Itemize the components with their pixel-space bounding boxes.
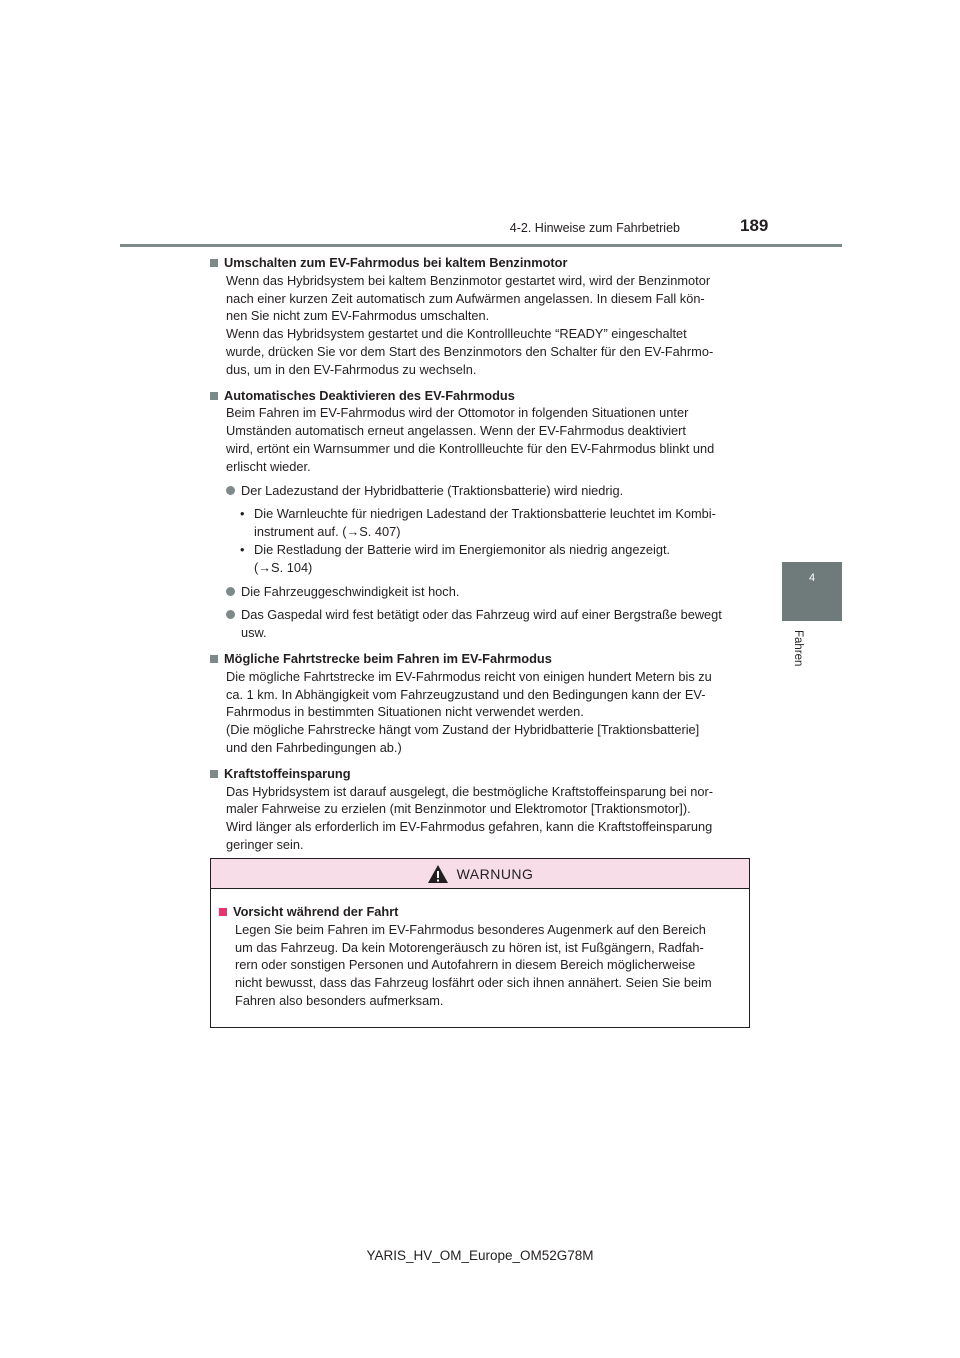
section-heading-text: Kraftstoffeinsparung — [224, 765, 351, 781]
warning-header — [211, 859, 749, 889]
square-bullet-icon — [210, 259, 218, 267]
text-line: Wenn das Hybridsystem gestartet und die Kontrollleuchte “READY” eingeschaltet — [226, 326, 687, 342]
section-fuel-economy — [210, 765, 744, 854]
list-item-text: Die Fahrzeuggeschwindigkeit ist hoch. — [241, 583, 460, 599]
main-content — [210, 254, 744, 862]
text-line: Das Gaspedal wird fest betätigt oder das Fahrzeug wird auf einer Bergstraße bewegt — [241, 607, 722, 623]
square-bullet-icon — [210, 770, 218, 778]
text-line: Die Restladung der Batterie wird im Energiemonitor als niedrig angezeigt. — [254, 541, 671, 557]
square-bullet-icon — [219, 908, 227, 916]
list-item-text: Der Ladezustand der Hybridbatterie (Traktionsbatterie) wird niedrig. — [241, 482, 624, 498]
text-line: nach einer kurzen Zeit automatisch zum Aufwärmen angelassen. In diesem Fall kön- — [226, 290, 705, 306]
warning-heading — [219, 903, 741, 921]
sub-list-item-text — [254, 541, 670, 577]
chapter-number: 4 — [808, 572, 816, 584]
list-item — [226, 606, 744, 642]
square-bullet-icon — [210, 392, 218, 400]
text-line: Das Hybridsystem ist darauf ausgelegt, die bestmögliche Kraftstoffeinsparung bei nor- — [226, 783, 714, 799]
section-heading-text: Umschalten zum EV-Fahrmodus bei kaltem Benzinmotor — [224, 255, 568, 270]
text-line: erlischt wieder. — [226, 458, 311, 474]
page-number: 189 — [740, 216, 769, 235]
section-heading — [210, 387, 744, 405]
text-line: usw. — [241, 625, 267, 641]
section-paragraph — [226, 404, 744, 475]
section-paragraph — [226, 783, 744, 854]
text-line: Fahren also besonders aufmerksam. — [235, 992, 444, 1008]
circle-bullet-icon — [226, 610, 235, 619]
sub-list-item-text — [254, 505, 716, 541]
section-ev-range — [210, 650, 744, 757]
section-auto-deactivate — [210, 387, 744, 642]
text-line: ca. 1 km. In Abhängigkeit vom Fahrzeugzustand und den Bedingungen kann der EV- — [226, 686, 706, 702]
warning-triangle-icon — [427, 864, 449, 884]
text-line: nicht bewusst, dass das Fahrzeug losfährt oder sich ihnen annähert. Seien Sie beim — [235, 975, 712, 991]
text-line: maler Fahrweise zu erzielen (mit Benzinmotor und Elektromotor [Traktionsmotor]). — [226, 801, 691, 817]
section-heading-text: Mögliche Fahrtstrecke beim Fahren im EV-Fahrmodus — [224, 650, 552, 666]
section-paragraph — [226, 668, 744, 757]
text-line: wird, ertönt ein Warnsummer und die Kontrollleuchte für den EV-Fahrmodus blinkt und — [226, 440, 715, 456]
footer-document-id: YARIS_HV_OM_Europe_OM52G78M — [366, 1248, 594, 1263]
text-line: wurde, drücken Sie vor dem Start des Benzinmotors den Schalter für den EV-Fahrmo- — [226, 343, 714, 359]
text-line: Die Warnleuchte für niedrigen Ladestand der Traktionsbatterie leuchtet im Kombi- — [254, 506, 716, 522]
text-line: Legen Sie beim Fahren im EV-Fahrmodus besonderes Augenmerk auf den Bereich — [235, 921, 706, 937]
list-item — [226, 482, 744, 500]
section-ev-cold-engine — [210, 254, 744, 379]
section-heading — [210, 650, 744, 668]
section-heading — [210, 254, 744, 272]
section-heading — [210, 765, 744, 783]
text-line: geringer sein. — [226, 836, 304, 852]
text-line: Beim Fahren im EV-Fahrmodus wird der Ottomotor in folgenden Situationen unter — [226, 405, 689, 421]
warning-title: WARNUNG — [456, 865, 534, 882]
chapter-label: Fahren — [792, 630, 804, 667]
header-rule — [120, 244, 842, 247]
bullet-dot-icon: • — [240, 541, 245, 557]
chapter-tab — [782, 562, 842, 621]
header-section-title: 4-2. Hinweise zum Fahrbetrieb — [509, 221, 680, 235]
circle-bullet-icon — [226, 587, 235, 596]
text-line: Wird länger als erforderlich im EV-Fahrmodus gefahren, kann die Kraftstoffeinsparung — [226, 819, 713, 835]
list-item-text — [241, 606, 722, 642]
text-line: Wenn das Hybridsystem bei kaltem Benzinmotor gestartet wird, wird der Benzinmotor — [226, 272, 711, 288]
warning-paragraph — [235, 921, 741, 1010]
sub-list-item — [240, 505, 744, 541]
text-line: Umständen automatisch erneut angelassen. Wenn der EV-Fahrmodus deaktiviert — [226, 423, 686, 439]
sub-list-item — [240, 541, 744, 577]
text-line: um das Fahrzeug. Da kein Motorengeräusch zu hören ist, ist Fußgängern, Radfah- — [235, 939, 704, 955]
text-line: und den Fahrbedingungen ab.) — [226, 739, 402, 755]
text-line: instrument auf. (→S. 407) — [254, 524, 401, 540]
text-line: (→S. 104) — [254, 559, 313, 575]
text-line: nen Sie nicht zum EV-Fahrmodus umschalten. — [226, 308, 490, 324]
section-heading-text: Automatisches Deaktivieren des EV-Fahrmodus — [224, 387, 515, 403]
list-item — [226, 583, 744, 601]
text-line: Fahrmodus in bestimmten Situationen nicht verwendet werden. — [226, 704, 584, 720]
square-bullet-icon — [210, 655, 218, 663]
text-line: rern oder sonstigen Personen und Autofahrern in diesem Bereich möglicherweise — [235, 957, 696, 973]
text-line: Die mögliche Fahrtstrecke im EV-Fahrmodus reicht von einigen hundert Metern bis zu — [226, 668, 712, 684]
circle-bullet-icon — [226, 486, 235, 495]
text-line: (Die mögliche Fahrstrecke hängt vom Zustand der Hybridbatterie [Traktionsbatterie] — [226, 722, 700, 738]
warning-box — [210, 858, 750, 1028]
warning-heading-text: Vorsicht während der Fahrt — [233, 904, 399, 919]
warning-body — [211, 889, 749, 1010]
section-paragraph — [226, 272, 744, 379]
bullet-dot-icon: • — [240, 506, 245, 522]
text-line: dus, um in den EV-Fahrmodus zu wechseln. — [226, 361, 477, 377]
